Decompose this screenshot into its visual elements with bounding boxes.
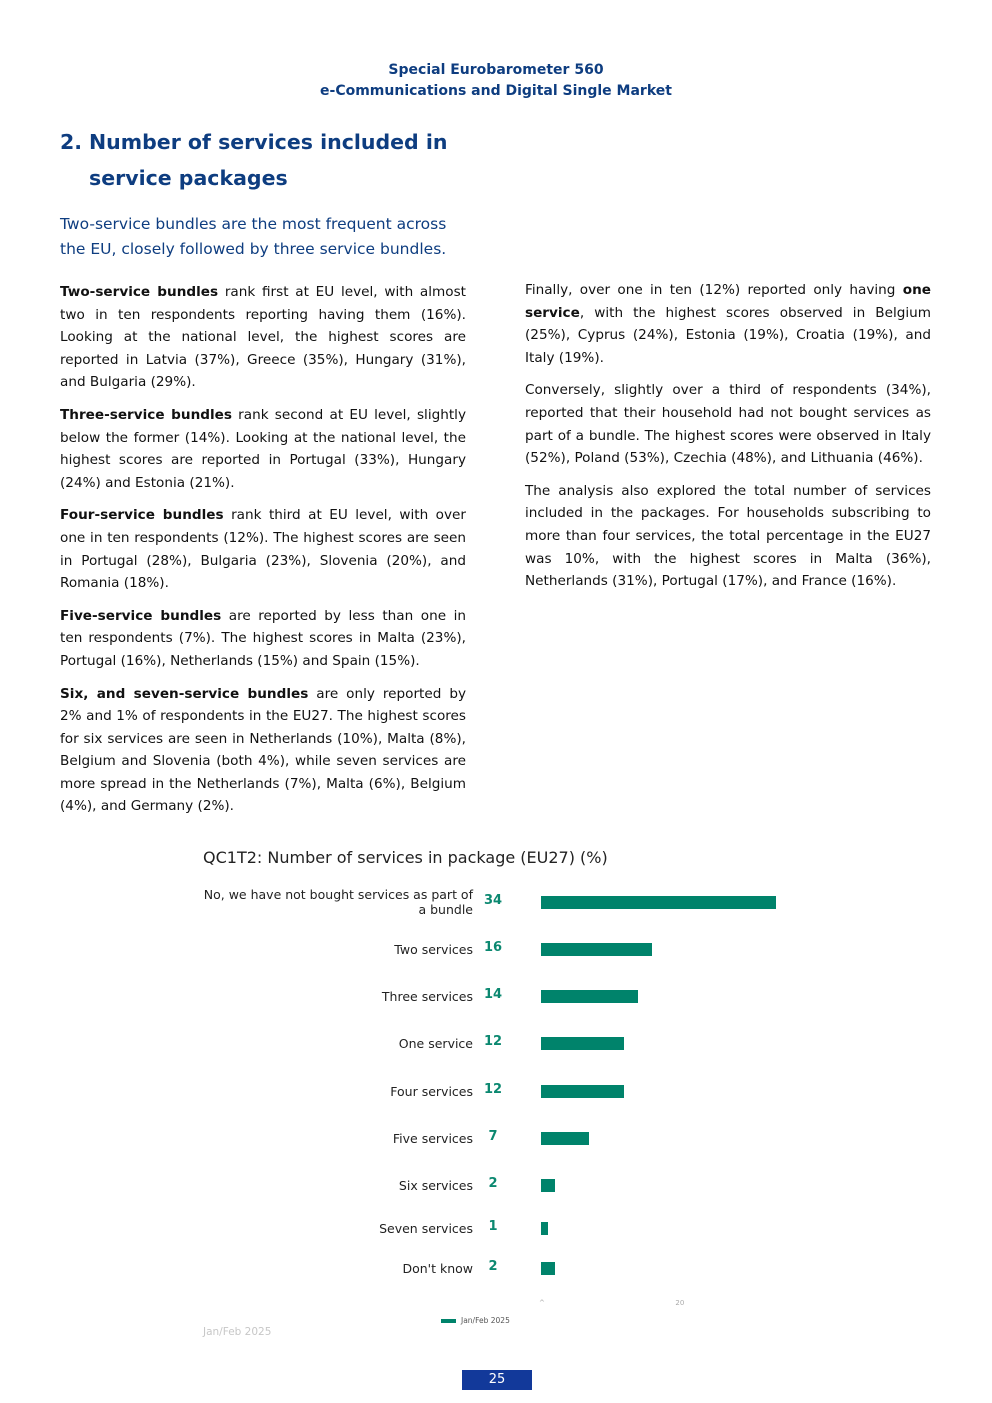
data-label: 2 — [488, 1176, 498, 1191]
paragraph-three-service — [60, 404, 466, 494]
bar — [541, 896, 776, 909]
data-label: 12 — [483, 1082, 503, 1097]
section-title: Number of services included in service packages — [89, 130, 448, 190]
chart-row — [200, 887, 800, 917]
data-label: 7 — [488, 1129, 498, 1144]
category-label: One service — [398, 1036, 473, 1051]
paragraph-lead: Six, and seven-service bundles — [60, 685, 309, 702]
bar — [541, 943, 652, 956]
paragraph-lead: Three-service bundles — [60, 406, 232, 423]
chart-row — [200, 1253, 800, 1283]
chart-row — [200, 1170, 800, 1200]
chart-row — [200, 934, 800, 964]
running-header — [0, 60, 992, 102]
paragraph-lead: Two-service bundles — [60, 284, 219, 300]
category-label: Three services — [381, 989, 473, 1004]
paragraph-text: rank first at EU level, with almost two in ten respondents reporting having them (16%). Looking at the national level, the highest scores are reported in Latvia (37%), Greece (35%), Hungary (31%), and Bulgaria (29%). — [60, 284, 466, 391]
bar-chart — [200, 843, 800, 1343]
category-label: Six services — [398, 1178, 473, 1193]
category-label: Seven services — [379, 1221, 473, 1236]
chart-title: QC1T2: Number of services in package (EU27) (%) — [203, 848, 608, 867]
category-label: Don't know — [402, 1261, 473, 1276]
chart-row — [200, 1213, 800, 1243]
paragraph-text: rank third at EU level, with over one in ten respondents (12%). The highest scores are seen in Portugal (28%), Bulgaria (23%), Slovenia (20%), and Romania (18%). — [60, 507, 467, 592]
paragraph-total-services: The analysis also explored the total number of services included in the packages. For households subscribing to more than four services, the total percentage in the EU27 was 10%, with the highest scores in Malta (36%), Netherlands (31%), Portugal (17%), and France (16%). — [525, 482, 931, 590]
report-title: Special Eurobarometer 560 — [388, 62, 604, 78]
data-label: 2 — [488, 1259, 498, 1274]
paragraph-text: are reported by less than one in ten respondents (7%). The highest scores in Malta (23%), Portugal (16%), Netherlands (15%) and Spain (15%). — [60, 607, 466, 669]
paragraph-two-service — [60, 281, 466, 394]
page-number: 25 — [462, 1370, 532, 1390]
section-subtitle: Two-service bundles are the most frequent across the EU, closely followed by three service bundles. — [60, 215, 447, 258]
report-subtitle: e-Communications and Digital Single Market — [320, 83, 672, 99]
right-column — [525, 279, 931, 603]
bar — [541, 1179, 555, 1192]
x-tick-label: ^ — [539, 1299, 545, 1307]
paragraph-lead: Five-service bundles — [60, 607, 222, 624]
left-column — [60, 281, 466, 828]
legend-swatch — [441, 1319, 456, 1323]
bar — [541, 990, 638, 1003]
chart-legend — [441, 1316, 510, 1325]
paragraph-lead: Four-service bundles — [60, 507, 224, 524]
bar — [541, 1037, 624, 1050]
data-label: 14 — [483, 987, 503, 1002]
data-label: 1 — [488, 1219, 498, 1234]
data-label: 34 — [483, 893, 503, 908]
paragraph-bold: one service — [525, 282, 931, 321]
paragraph-six-seven-service — [60, 683, 466, 819]
paragraph-text: are only reported by 2% and 1% of respondents in the EU27. The highest scores for six services are seen in Netherlands (10%), Malta (8%), Belgium and Slovenia (both 4%), while seven services are more spread in the Netherlands (7%), Malta (6%), Belgium (4%), and Germany (2%). — [60, 685, 466, 815]
paragraph-text: rank second at EU level, slightly below the former (14%). Looking at the national level, the highest scores are reported in Portugal (33%), Hungary (24%) and Estonia (21%). — [60, 406, 466, 491]
bar — [541, 1222, 548, 1235]
section-number: 2. — [60, 130, 83, 154]
bar — [541, 1262, 555, 1275]
category-label: Four services — [390, 1084, 473, 1099]
paragraph-no-bundle: Conversely, slightly over a third of respondents (34%), reported that their household had not bought services as part of a bundle. The highest scores were observed in Italy (52%), Poland (53%), Czechia (48%), and Lithuania (46%). — [525, 382, 931, 467]
legend-label: Jan/Feb 2025 — [461, 1316, 510, 1325]
chart-row — [200, 1028, 800, 1058]
data-label: 16 — [483, 940, 503, 955]
data-label: 12 — [483, 1034, 503, 1049]
paragraph-text: Finally, over one in ten (12%) reported only having — [525, 282, 903, 298]
paragraph-one-service — [525, 279, 931, 369]
bar — [541, 1085, 624, 1098]
category-label: Two services — [394, 942, 473, 957]
category-label: Five services — [392, 1131, 473, 1146]
category-label: No, we have not bought services as part of a bundle — [203, 887, 473, 917]
chart-note: Jan/Feb 2025 — [203, 1326, 272, 1338]
chart-row — [200, 1076, 800, 1106]
x-tick-label: 20 — [675, 1299, 685, 1307]
chart-row — [200, 981, 800, 1011]
paragraph-four-service — [60, 504, 466, 594]
paragraph-five-service — [60, 605, 466, 673]
section-heading — [60, 124, 500, 196]
bar — [541, 1132, 589, 1145]
chart-row — [200, 1123, 800, 1153]
paragraph-text: , with the highest scores observed in Belgium (25%), Cyprus (24%), Estonia (19%), Croatia (19%), and Italy (19%). — [525, 304, 931, 366]
